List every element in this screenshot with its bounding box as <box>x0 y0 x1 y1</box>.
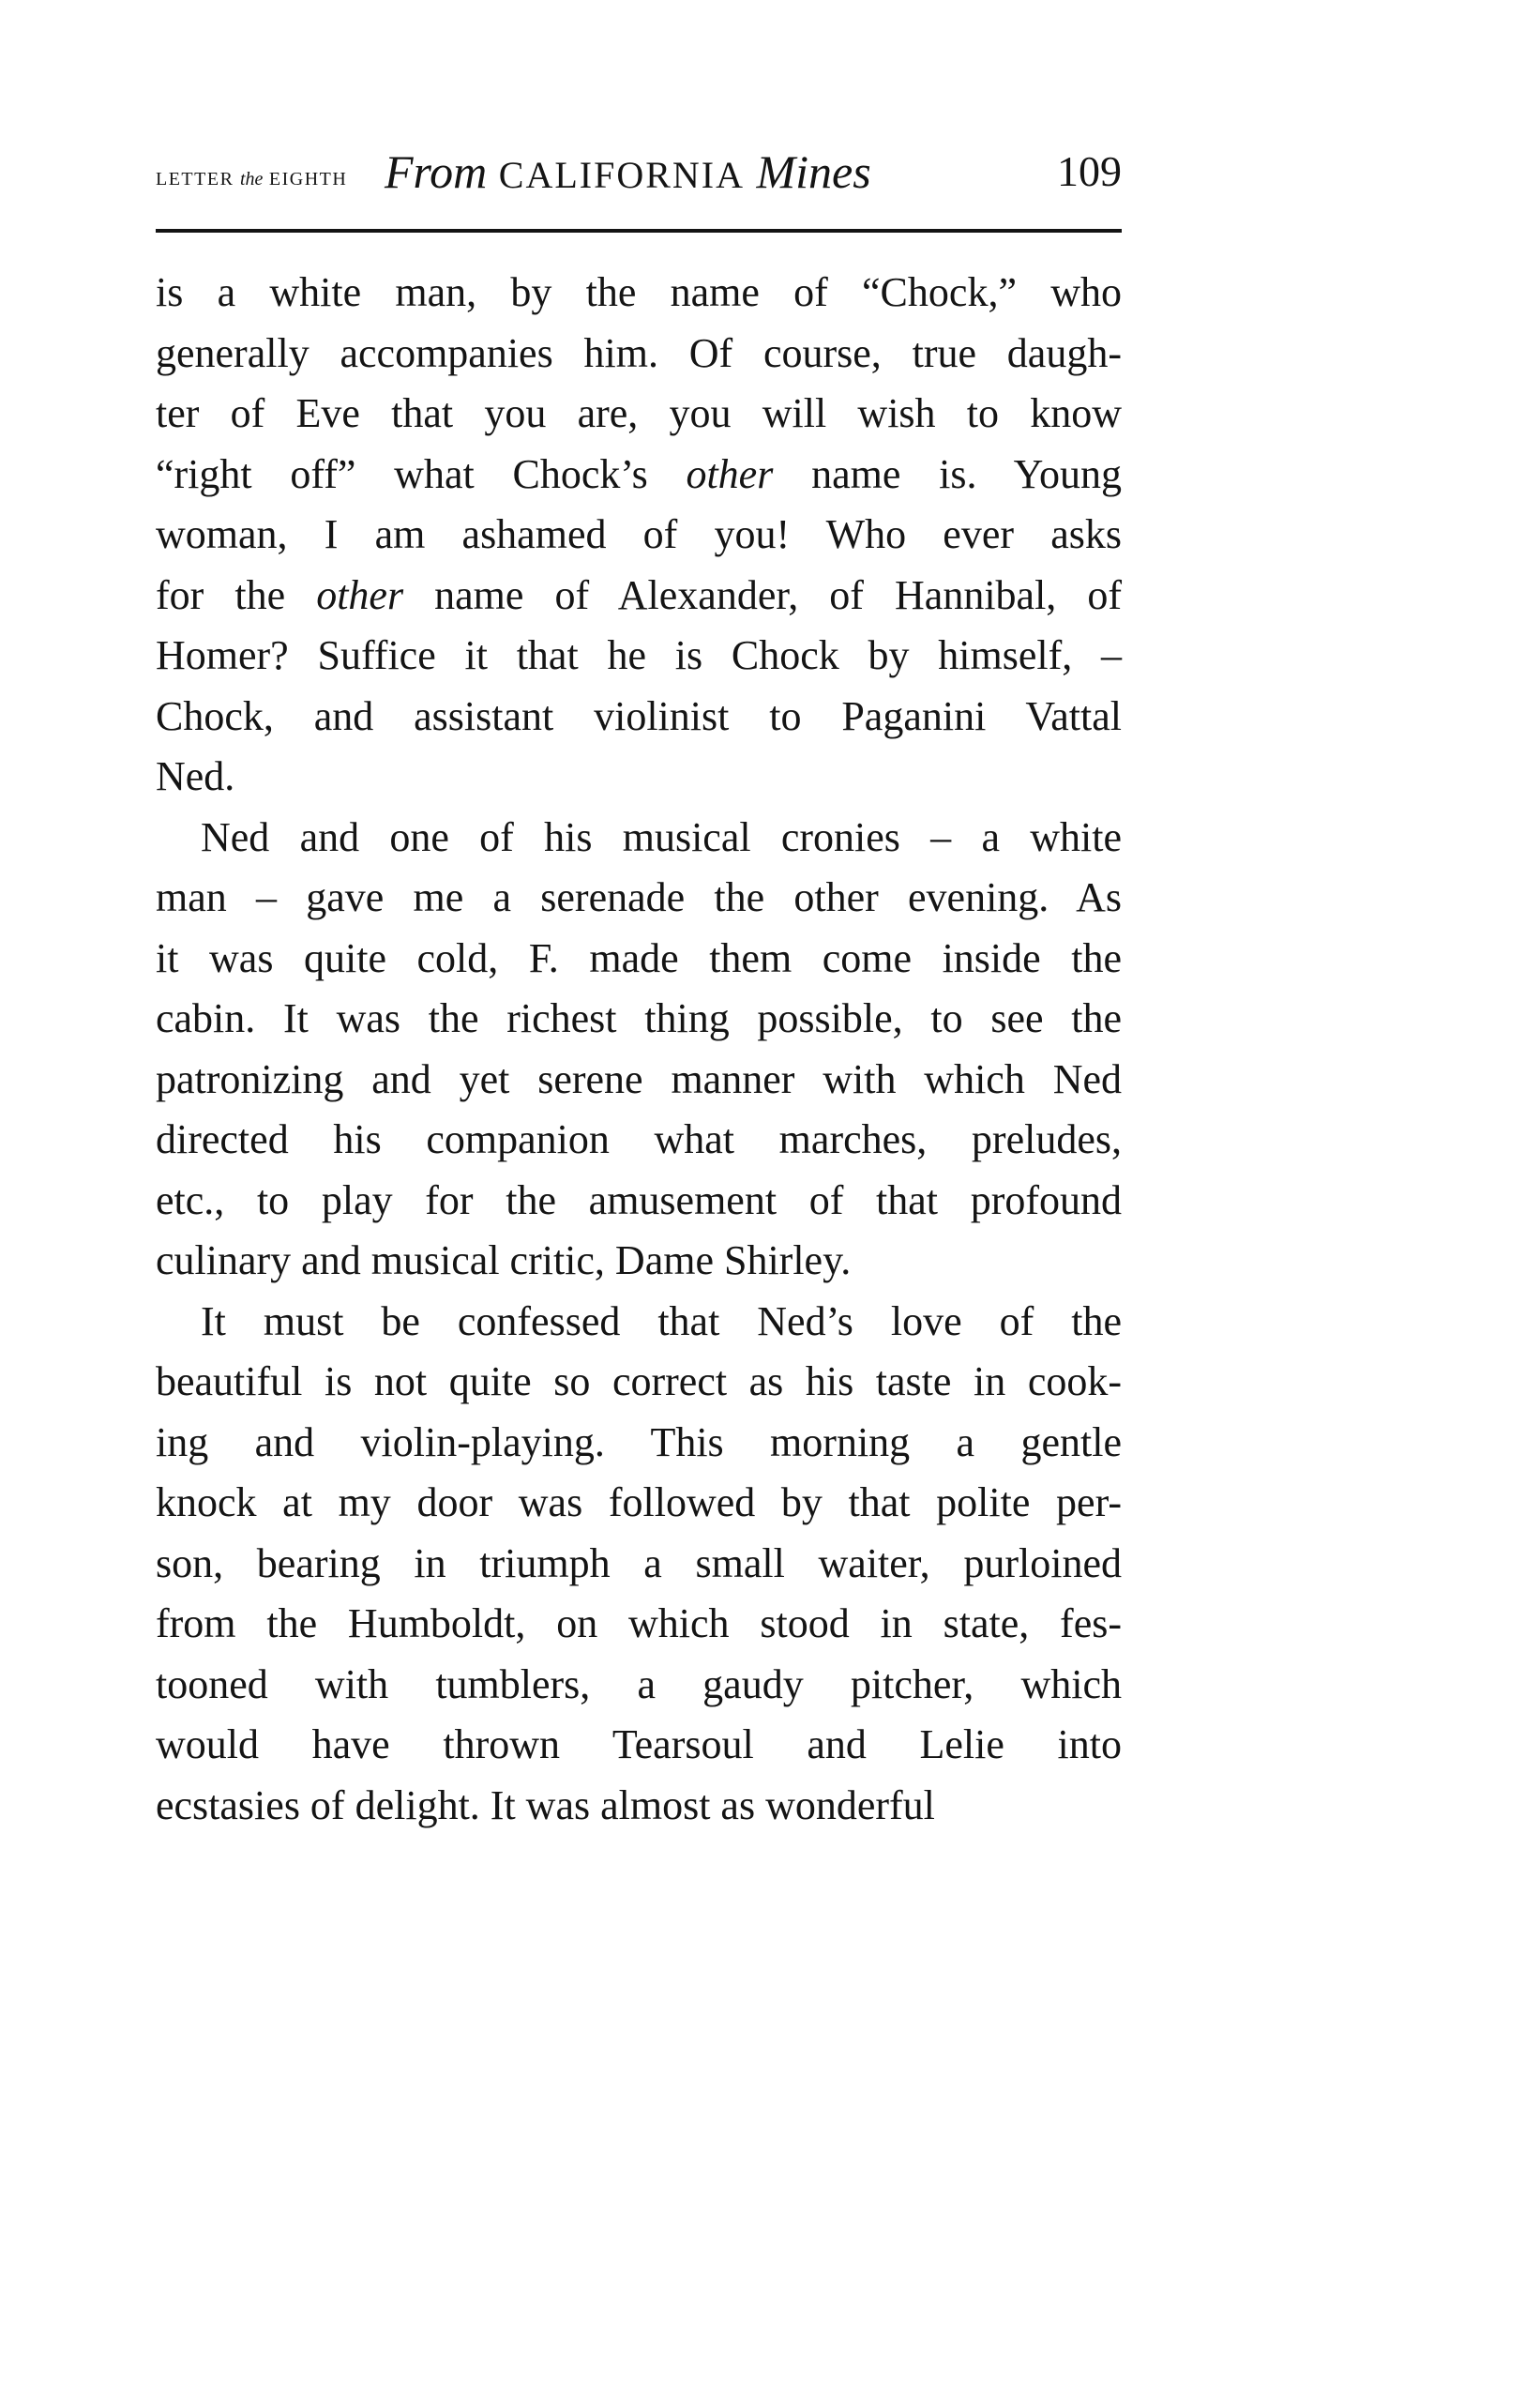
text-run: ecstasies of delight. It was almost as wonderful <box>156 1781 935 1828</box>
italic-text-run: other <box>686 450 774 497</box>
running-header-letter <box>156 169 347 190</box>
book-title-from: From <box>385 145 488 198</box>
text-line <box>156 1594 1122 1655</box>
text-run: would have thrown Tearsoul and Lelie into <box>156 1721 1122 1767</box>
text-line <box>156 989 1122 1050</box>
running-header-the-word: the <box>239 169 264 189</box>
text-line <box>156 808 1122 869</box>
page-number: 109 <box>1057 147 1122 195</box>
text-line <box>156 1352 1122 1413</box>
running-header-eighth-word: EIGHTH <box>268 169 348 189</box>
text-line <box>156 929 1122 990</box>
text-line <box>156 263 1122 324</box>
text-run: beautiful is not quite so correct as his taste in cook- <box>156 1358 1122 1404</box>
text-run: name of Alexander, of Hannibal, of <box>403 571 1123 618</box>
text-line <box>156 1110 1122 1171</box>
text-run: Chock, and assistant violinist to Paganini Vattal <box>156 692 1122 739</box>
text-line <box>156 445 1122 506</box>
text-line <box>156 1473 1122 1534</box>
text-line <box>156 1413 1122 1474</box>
text-run: Ned and one of his musical cronies – a white <box>201 813 1122 860</box>
book-title <box>385 144 871 199</box>
text-run: Homer? Suffice it that he is Chock by himself, – <box>156 632 1122 678</box>
text-run: Ned. <box>156 753 235 799</box>
text-run: is a white man, by the name of “Chock,” who <box>156 269 1122 315</box>
text-run: culinary and musical critic, Dame Shirley. <box>156 1237 852 1283</box>
text-run: from the Humboldt, on which stood in state, fes- <box>156 1600 1122 1646</box>
text-line <box>156 1171 1122 1232</box>
text-line <box>156 747 1122 808</box>
text-line <box>156 1534 1122 1595</box>
text-run: it was quite cold, F. made them come inside the <box>156 934 1122 981</box>
text-line <box>156 566 1122 627</box>
book-title-california: CALIFORNIA <box>498 154 745 196</box>
paragraph <box>156 1292 1122 1837</box>
text-run: directed his companion what marches, preludes, <box>156 1116 1122 1162</box>
text-run: ing and violin-playing. This morning a gentle <box>156 1418 1122 1465</box>
italic-text-run: other <box>316 571 404 618</box>
body-text <box>156 263 1122 1836</box>
book-title-mines: Mines <box>756 145 871 198</box>
text-run: tooned with tumblers, a gaudy pitcher, which <box>156 1660 1122 1707</box>
text-line <box>156 1292 1122 1353</box>
text-line <box>156 1231 1122 1292</box>
text-run: woman, I am ashamed of you! Who ever asks <box>156 511 1122 557</box>
paragraph <box>156 263 1122 808</box>
text-line <box>156 1655 1122 1716</box>
text-run: man – gave me a serenade the other evening. As <box>156 874 1122 920</box>
text-run: “right off” what Chock’s <box>156 450 687 497</box>
text-line <box>156 1776 1122 1837</box>
paragraph <box>156 808 1122 1292</box>
text-line <box>156 505 1122 566</box>
text-run: It must be confessed that Ned’s love of the <box>201 1297 1122 1344</box>
text-line <box>156 626 1122 687</box>
text-run: son, bearing in triumph a small waiter, purloined <box>156 1539 1122 1586</box>
text-run: knock at my door was followed by that polite per- <box>156 1479 1122 1525</box>
text-run: name is. Young <box>773 450 1122 497</box>
text-line <box>156 384 1122 445</box>
text-run: patronizing and yet serene manner with which Ned <box>156 1055 1122 1102</box>
text-run: generally accompanies him. Of course, true daugh- <box>156 329 1122 376</box>
running-header-letter-word: LETTER <box>156 169 234 189</box>
text-line <box>156 1050 1122 1111</box>
text-line <box>156 868 1122 929</box>
text-run: etc., to play for the amusement of that profound <box>156 1176 1122 1223</box>
text-run: for the <box>156 571 317 618</box>
text-line <box>156 324 1122 385</box>
running-header <box>156 141 1122 206</box>
header-rule <box>156 229 1122 233</box>
text-run: ter of Eve that you are, you will wish to know <box>156 390 1122 436</box>
text-run: cabin. It was the richest thing possible, to see the <box>156 995 1122 1041</box>
text-line <box>156 687 1122 748</box>
text-line <box>156 1715 1122 1776</box>
